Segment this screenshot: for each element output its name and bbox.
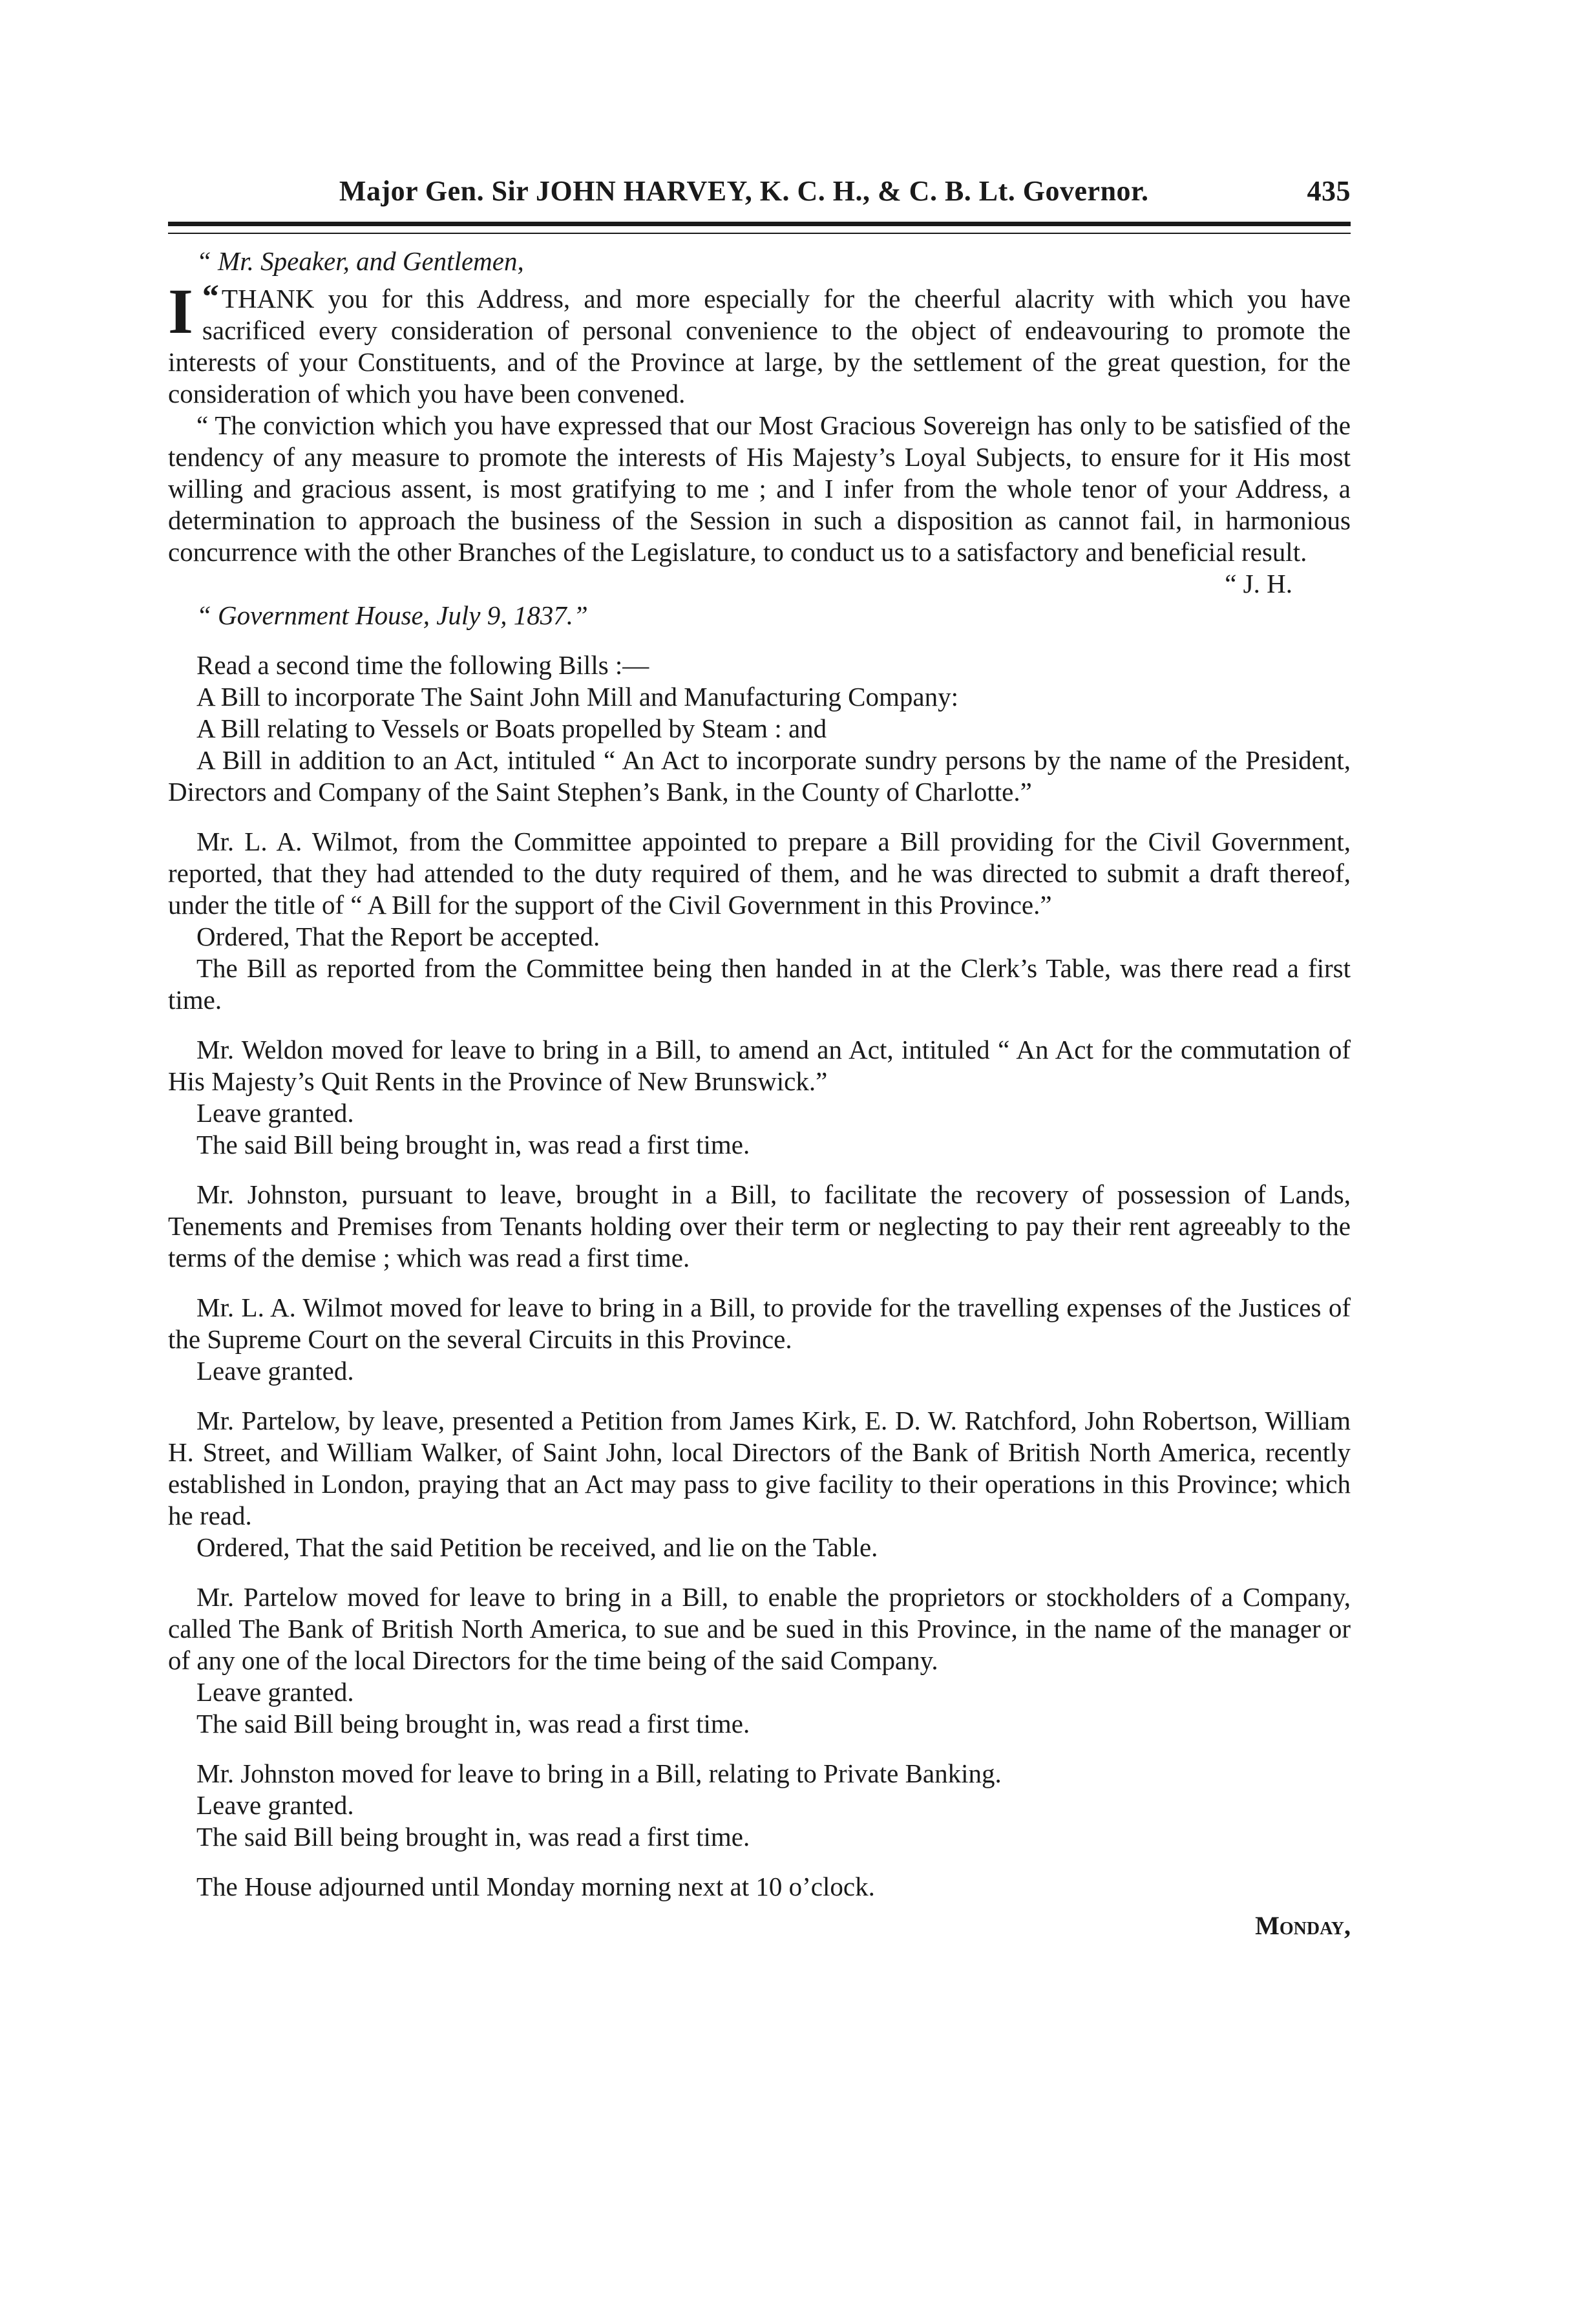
proceeding-paragraph: The said Bill being brought in, was read a first time.	[196, 1709, 750, 1738]
catchword-row	[168, 1910, 1351, 1949]
proceeding-paragraph: Ordered, That the Report be accepted.	[196, 922, 600, 951]
proceeding-paragraph: The said Bill being brought in, was read a first time.	[196, 1822, 750, 1852]
speech-signature: “ J. H.	[1225, 569, 1292, 598]
proceeding-paragraph: Leave granted.	[196, 1098, 354, 1128]
proceeding-paragraph: Mr. Johnston moved for leave to bring in a Bill, relating to Private Banking.	[196, 1759, 1002, 1788]
drop-cap: I	[168, 275, 193, 347]
proceeding-paragraph: Mr. Weldon moved for leave to bring in a Bill, to amend an Act, intituled “ An Act for the commutation of His Majesty’s Quit Rents in the Province of New Brunswick.”	[168, 1035, 1351, 1096]
proceeding-paragraph: Leave granted.	[196, 1677, 354, 1707]
proceeding-paragraph: Ordered, That the said Petition be received, and lie on the Table.	[196, 1532, 878, 1562]
speech-dateline: “ Government House, July 9, 1837.”	[196, 600, 588, 630]
speech-paragraph-1-text: THANK you for this Address, and more especially for the cheerful alacrity with which you have sacrificed every consideration of personal convenience to the object of endeavouring to promote the interests of your Constituents, and of the Province at large, by the settlement of the great question, for the consideration of which you have been convened.	[168, 284, 1351, 408]
bill-item: A Bill in addition to an Act, intituled “ An Act to incorporate sundry persons by the name of the President, Directors and Company of the Saint Stephen’s Bank, in the County of Charlotte.”	[168, 745, 1351, 807]
header-rule	[168, 222, 1351, 234]
proceeding-paragraph: Mr. L. A. Wilmot moved for leave to bring in a Bill, to provide for the travelling expenses of the Justices of the Supreme Court on the several Circuits in this Province.	[168, 1293, 1351, 1354]
proceeding-paragraph: Mr. L. A. Wilmot, from the Committee appointed to prepare a Bill providing for the Civil Government, reported, that they had attended to the duty required of them, and he was directed to submit a draft thereof, under the title of “ A Bill for the support of the Civil Government in this Province.”	[168, 827, 1351, 920]
bills-list	[168, 681, 1351, 808]
header-title: Major Gen. Sir JOHN HARVEY, K. C. H., & C. B. Lt. Governor.	[339, 175, 1149, 207]
bills-intro: Read a second time the following Bills :—	[196, 650, 649, 680]
catchword: Monday,	[1255, 1911, 1351, 1940]
proceeding-paragraph: The said Bill being brought in, was read a first time.	[196, 1130, 750, 1159]
bill-item: A Bill relating to Vessels or Boats propelled by Steam : and	[196, 713, 827, 743]
proceeding-paragraph: Mr. Partelow moved for leave to bring in a Bill, to enable the proprietors or stockholders of a Company, called The Bank of British North America, to sue and be sued in this Province, in the name of the manager or of any one of the local Directors for the time being of the said Company.	[168, 1582, 1351, 1675]
adjournment-line: The House adjourned until Monday morning next at 10 o’clock.	[196, 1872, 875, 1901]
speech-salutation: “ Mr. Speaker, and Gentlemen,	[196, 246, 524, 276]
document-page	[168, 174, 1351, 1949]
speech-paragraph-1	[168, 275, 1351, 410]
proceeding-paragraph: The Bill as reported from the Committee being then handed in at the Clerk’s Table, was there read a first time.	[168, 953, 1351, 1015]
open-quote-mark: “	[202, 279, 219, 315]
proceeding-paragraph: Mr. Johnston, pursuant to leave, brought in a Bill, to facilitate the recovery of possession of Lands, Tenements and Premises from Tenants holding over their term or neglecting to pay their rent agreeably to the terms of the demise ; which was read a first time.	[168, 1179, 1351, 1273]
proceeding-paragraph: Leave granted.	[196, 1356, 354, 1386]
proceeding-paragraph: Leave granted.	[196, 1790, 354, 1820]
speech-paragraph-2: “ The conviction which you have expressed that our Most Gracious Sovereign has only to be satisfied of the tendency of any measure to promote the interests of His Majesty’s Loyal Subjects, to ensure for it His most willing and gracious assent, is most gratifying to me ; and I infer from the whole tenor of your Address, a determination to approach the business of the Session in such a disposition as cannot fail, in harmonious concurrence with the other Branches of the Legislature, to conduct us to a satisfactory and beneficial result.	[168, 410, 1351, 567]
page-number: 435	[1307, 175, 1351, 207]
running-header	[168, 174, 1351, 207]
proceeding-paragraph: Mr. Partelow, by leave, presented a Petition from James Kirk, E. D. W. Ratchford, John Robertson, William H. Street, and William Walker, of Saint John, local Directors of the Bank of British North America, recently established in London, praying that an Act may pass to give facility to their operations in this Province; which he read.	[168, 1406, 1351, 1530]
bill-item: A Bill to incorporate The Saint John Mill and Manufacturing Company:	[196, 682, 958, 712]
